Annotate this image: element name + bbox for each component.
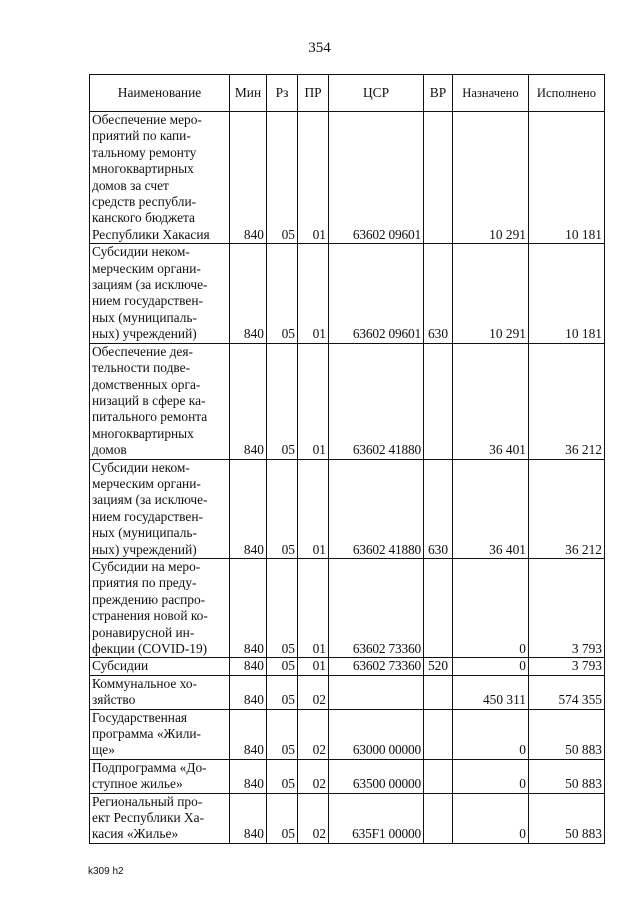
row-pr: 01 [298, 244, 329, 343]
row-pr: 02 [298, 759, 329, 793]
row-vr [424, 675, 453, 709]
row-executed: 36 212 [529, 459, 605, 558]
budget-table [89, 74, 605, 844]
row-vr: 630 [424, 459, 453, 558]
row-name: Государственная программа «Жили- ще» [90, 709, 230, 759]
row-csr: 63602 09601 [329, 244, 424, 343]
row-csr: 63602 41880 [329, 343, 424, 459]
table-row [90, 793, 605, 843]
table-row [90, 112, 605, 244]
table-row [90, 675, 605, 709]
row-csr [329, 675, 424, 709]
row-csr: 63602 73360 [329, 558, 424, 657]
table-row [90, 709, 605, 759]
column-header-min: Мин [230, 75, 267, 112]
row-pr: 01 [298, 558, 329, 657]
row-executed: 3 793 [529, 558, 605, 657]
row-pr: 01 [298, 658, 329, 675]
column-header-executed: Исполнено [529, 75, 605, 112]
row-rz: 05 [267, 709, 298, 759]
row-rz: 05 [267, 675, 298, 709]
table-row [90, 759, 605, 793]
row-csr: 63000 00000 [329, 709, 424, 759]
row-assigned: 0 [453, 658, 529, 675]
table-row [90, 658, 605, 675]
row-name: Субсидии неком- мерческим органи- зациям (за исключе- нием государствен- ных (муниципаль- ных) учреждений) [90, 244, 230, 343]
row-min: 840 [230, 709, 267, 759]
row-executed: 3 793 [529, 658, 605, 675]
row-assigned: 0 [453, 759, 529, 793]
row-rz: 05 [267, 558, 298, 657]
row-assigned: 10 291 [453, 112, 529, 244]
table-header-row [90, 75, 605, 112]
row-min: 840 [230, 675, 267, 709]
row-pr: 01 [298, 459, 329, 558]
row-pr: 02 [298, 675, 329, 709]
row-assigned: 36 401 [453, 459, 529, 558]
row-min: 840 [230, 658, 267, 675]
row-assigned: 36 401 [453, 343, 529, 459]
row-vr [424, 343, 453, 459]
row-csr: 635F1 00000 [329, 793, 424, 843]
row-csr: 63602 73360 [329, 658, 424, 675]
row-min: 840 [230, 244, 267, 343]
table-row [90, 244, 605, 343]
row-assigned: 450 311 [453, 675, 529, 709]
row-name: Региональный про- ект Республики Ха- касия «Жилье» [90, 793, 230, 843]
row-executed: 10 181 [529, 244, 605, 343]
column-header-pr: ПР [298, 75, 329, 112]
row-executed: 574 355 [529, 675, 605, 709]
table-row [90, 343, 605, 459]
page-number: 354 [308, 40, 331, 56]
row-rz: 05 [267, 658, 298, 675]
row-executed: 50 883 [529, 759, 605, 793]
row-executed: 36 212 [529, 343, 605, 459]
row-name: Коммунальное хо- зяйство [90, 675, 230, 709]
footer-code: k309 h2 [88, 866, 124, 877]
row-name: Обеспечение дея- тельности подве- домственных орга- низаций в сфере ка- питального ремонта многоквартирных домов [90, 343, 230, 459]
row-min: 840 [230, 793, 267, 843]
row-rz: 05 [267, 244, 298, 343]
row-csr: 63500 00000 [329, 759, 424, 793]
row-name: Подпрограмма «До- ступное жилье» [90, 759, 230, 793]
row-vr [424, 112, 453, 244]
table-row [90, 558, 605, 657]
row-assigned: 0 [453, 709, 529, 759]
row-vr: 520 [424, 658, 453, 675]
row-vr [424, 558, 453, 657]
column-header-name: Наименование [90, 75, 230, 112]
row-vr: 630 [424, 244, 453, 343]
row-assigned: 0 [453, 558, 529, 657]
row-executed: 50 883 [529, 709, 605, 759]
row-rz: 05 [267, 343, 298, 459]
row-rz: 05 [267, 459, 298, 558]
row-vr [424, 793, 453, 843]
row-csr: 63602 41880 [329, 459, 424, 558]
row-name: Субсидии [90, 658, 230, 675]
row-vr [424, 709, 453, 759]
row-assigned: 0 [453, 793, 529, 843]
row-pr: 02 [298, 793, 329, 843]
row-min: 840 [230, 112, 267, 244]
column-header-rz: Рз [267, 75, 298, 112]
row-pr: 02 [298, 709, 329, 759]
row-rz: 05 [267, 759, 298, 793]
row-rz: 05 [267, 112, 298, 244]
row-name: Субсидии неком- мерческим органи- зациям (за исключе- нием государствен- ных (муниципаль- ных) учреждений) [90, 459, 230, 558]
row-csr: 63602 09601 [329, 112, 424, 244]
row-pr: 01 [298, 112, 329, 244]
row-vr [424, 759, 453, 793]
row-name: Обеспечение меро- приятий по капи- тальному ремонту многоквартирных домов за счет средств республи- канского бюджета Республики Хакасия [90, 112, 230, 244]
column-header-assigned: Назначено [453, 75, 529, 112]
row-min: 840 [230, 558, 267, 657]
row-min: 840 [230, 759, 267, 793]
row-executed: 10 181 [529, 112, 605, 244]
column-header-vr: ВР [424, 75, 453, 112]
row-name: Субсидии на меро- приятия по преду- преждению распро- странения новой ко- ронавирусной ин- фекции (COVID-19) [90, 558, 230, 657]
row-rz: 05 [267, 793, 298, 843]
row-assigned: 10 291 [453, 244, 529, 343]
column-header-csr: ЦСР [329, 75, 424, 112]
row-pr: 01 [298, 343, 329, 459]
table-row [90, 459, 605, 558]
row-executed: 50 883 [529, 793, 605, 843]
row-min: 840 [230, 459, 267, 558]
row-min: 840 [230, 343, 267, 459]
